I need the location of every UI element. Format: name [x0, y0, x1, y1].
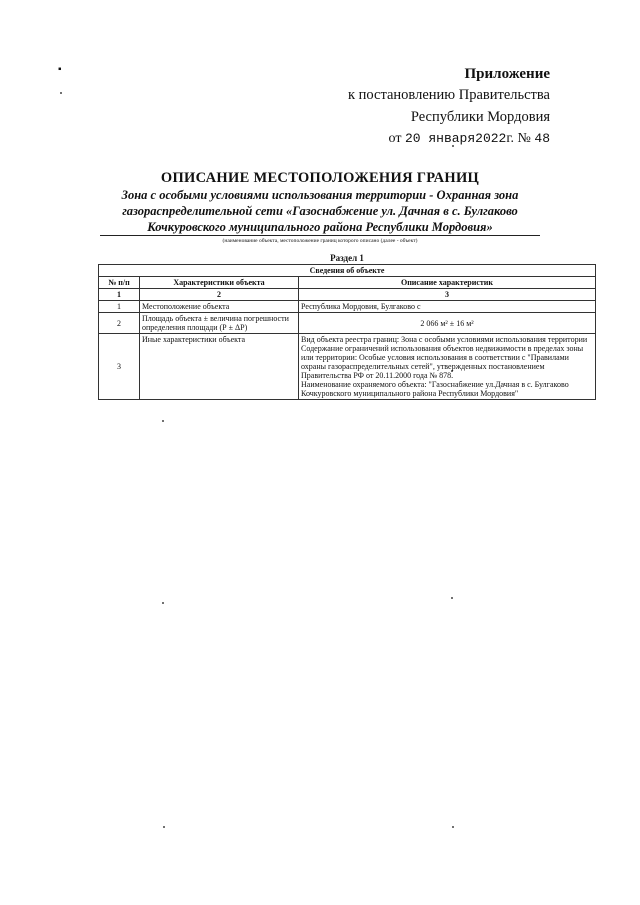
object-name-line-3: Кочкуровского муниципального района Республики Мордовия» — [147, 220, 493, 234]
description-paragraph: Вид объекта реестра границ: Зона с особыми условиями использования территории — [301, 335, 588, 344]
description-paragraph: Наименование охраняемого объекта: "Газоснабжение ул.Дачная в с. Булгаково Кочкуровского муниципального района Республики Мордовия" — [301, 380, 569, 398]
date-value: 20 января2022 — [404, 131, 507, 146]
margin-mark: ▪ — [58, 64, 62, 75]
row-characteristic: Местоположение объекта — [140, 301, 299, 313]
section-title: Раздел 1 — [330, 253, 364, 263]
document-title: ОПИСАНИЕ МЕСТОПОЛОЖЕНИЯ ГРАНИЦ — [160, 170, 480, 186]
row-number: 3 — [99, 334, 140, 400]
row-characteristic: Иные характеристики объекта — [140, 334, 299, 400]
scan-speck — [163, 826, 165, 828]
table-title: Сведения об объекте — [99, 265, 596, 277]
date-prefix: от — [388, 131, 402, 146]
object-name-line-2: газораспределительной сети «Газоснабжение ул. Дачная в с. Булгаково — [122, 204, 518, 218]
appendix-date-line — [310, 128, 550, 150]
scan-speck — [452, 826, 454, 828]
header-description: Описание характеристик — [299, 277, 596, 289]
object-name-line-1: Зона с особыми условиями использования территории - Охранная зона — [121, 188, 519, 202]
table-title-row — [99, 265, 596, 277]
table-row — [99, 313, 596, 334]
col-number-2: 2 — [140, 289, 299, 301]
appendix-block — [310, 64, 550, 150]
col-number-1: 1 — [99, 289, 140, 301]
object-name-note: (наименование объекта, местоположение границ которого описано (далее - объект) — [222, 238, 418, 244]
row-description: Республика Мордовия, Булгаково с — [299, 301, 596, 313]
appendix-title: Приложение — [464, 66, 550, 82]
scan-speck — [162, 420, 164, 422]
appendix-line-1: к постановлению Правительства — [348, 87, 550, 103]
column-number-row — [99, 289, 596, 301]
object-info-table — [98, 264, 596, 400]
table-row — [99, 334, 596, 400]
decree-number: 48 — [534, 131, 550, 146]
scan-speck — [162, 602, 164, 604]
object-name-underline — [100, 219, 540, 236]
appendix-line-2: Республики Мордовия — [410, 109, 550, 125]
row-number: 2 — [99, 313, 140, 334]
table-row — [99, 301, 596, 313]
row-description: 2 066 м² ± 16 м² — [299, 313, 596, 334]
row-characteristic: Площадь объекта ± величина погрешности определения площади (Р ± ΔР) — [140, 313, 299, 334]
table-header-row — [99, 277, 596, 289]
document-heading — [60, 170, 580, 245]
row-description — [299, 334, 596, 400]
row-number: 1 — [99, 301, 140, 313]
header-characteristic: Характеристики объекта — [140, 277, 299, 289]
col-number-3: 3 — [299, 289, 596, 301]
header-number: № п/п — [99, 277, 140, 289]
scan-speck — [60, 92, 62, 94]
date-suffix: г. № — [506, 131, 531, 146]
description-paragraph: Содержание ограничений использования объектов недвижимости в пределах зоны или территории: Особые условия использования в соответствии с "Правилами охраны газораспределительных сетей", утвержденных постановлением Правительства РФ от 20.11.2000 года № 878. — [301, 344, 584, 380]
scan-speck — [451, 597, 453, 599]
